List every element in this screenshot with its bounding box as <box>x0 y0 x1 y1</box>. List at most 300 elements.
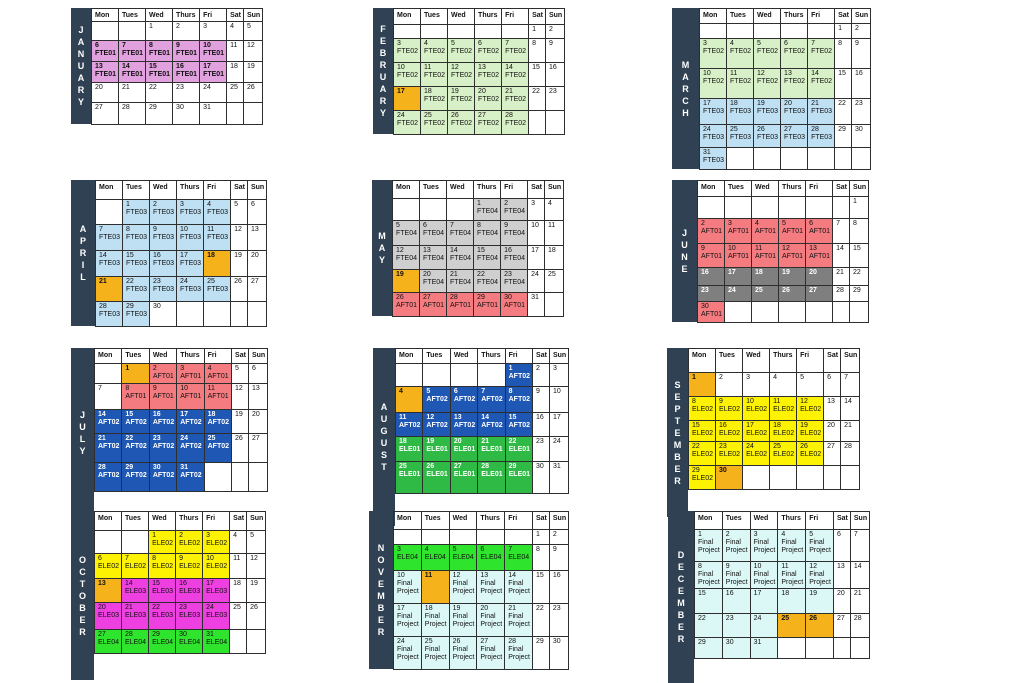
day-cell: 27 <box>824 442 841 466</box>
month-label-letter: U <box>380 414 388 424</box>
day-cell: 16 ELE02 <box>716 421 743 442</box>
month-label-letter: M <box>378 231 386 241</box>
day-cell: 27 <box>806 286 833 302</box>
day-cell: 15 FTE01 <box>146 62 173 83</box>
week-row <box>700 99 871 125</box>
empty-day-cell <box>475 25 502 39</box>
day-cell: 11 Final Project <box>778 562 806 589</box>
day-cell: 31 <box>200 103 227 125</box>
day-cell: 14 AFT02 <box>95 410 122 434</box>
weekday-header: Sat <box>833 512 850 530</box>
empty-day-cell <box>449 530 477 545</box>
day-cell: 24 ELE02 <box>743 442 770 466</box>
day-cell: 30 <box>549 637 568 670</box>
empty-day-cell <box>396 364 423 387</box>
day-cell: 5 Final Project <box>806 530 834 562</box>
day-cell: 24 ELE03 <box>203 603 230 630</box>
week-row <box>394 530 569 545</box>
month-label-letter: T <box>381 462 387 472</box>
empty-day-cell <box>95 531 122 554</box>
day-cell: 7 FTE01 <box>119 41 146 62</box>
day-cell: 5 FTE02 <box>448 39 475 63</box>
week-row <box>394 87 565 111</box>
day-cell: 6 FTE04 <box>420 221 447 246</box>
day-cell: 21 FTE04 <box>447 270 474 293</box>
day-cell: 4 <box>396 387 423 413</box>
month-label-letter: J <box>681 228 687 238</box>
day-cell: 26 <box>243 83 262 103</box>
week-row <box>689 466 860 490</box>
weekday-header: Tues <box>423 349 450 364</box>
day-cell: 9 ELE02 <box>176 554 203 579</box>
month-grid <box>94 348 268 492</box>
day-cell: 9 AFT01 <box>698 244 725 268</box>
week-row <box>95 434 268 463</box>
day-cell: 1 <box>689 373 716 397</box>
weekday-header: Tues <box>727 9 754 24</box>
weekday-header: Tues <box>716 349 743 373</box>
day-cell: 16 ELE03 <box>176 579 203 603</box>
day-cell: 19 ELE01 <box>423 437 450 462</box>
weekday-header: Thurs <box>176 512 203 531</box>
weekday-header: Sun <box>544 181 563 199</box>
day-cell: 17 <box>528 246 545 270</box>
day-cell: 8 <box>529 39 546 63</box>
weekday-header: Tues <box>122 349 149 364</box>
week-row <box>95 463 268 492</box>
week-row <box>92 22 263 41</box>
empty-day-cell <box>248 463 267 492</box>
day-cell: 11 AFT01 <box>204 384 231 410</box>
month-label-letter: P <box>79 236 86 246</box>
weekday-header: Wed <box>448 9 475 25</box>
empty-day-cell <box>806 302 833 323</box>
day-cell: 19 FTE02 <box>448 87 475 111</box>
empty-day-cell <box>727 24 754 39</box>
month-label-letter: B <box>379 48 387 58</box>
day-cell: 30 AFT02 <box>149 463 176 492</box>
weekday-header: Fri <box>797 349 824 373</box>
day-cell: 13 AFT02 <box>450 413 477 437</box>
day-cell: 26 <box>247 603 266 630</box>
day-cell: 2 <box>851 24 870 39</box>
day-cell: 27 <box>833 614 850 638</box>
day-cell: 27 FTE02 <box>475 111 502 135</box>
month-label-letter: U <box>681 240 688 250</box>
month-label-letter: O <box>78 554 86 565</box>
month-label-letter: U <box>380 438 388 448</box>
month-grid <box>694 511 870 659</box>
empty-day-cell <box>243 103 262 125</box>
month-label-letter: B <box>677 610 685 620</box>
week-row <box>698 219 869 244</box>
day-cell: 28 FTE03 <box>808 125 835 148</box>
day-cell: 23 ELE03 <box>176 603 203 630</box>
week-row <box>96 302 267 327</box>
empty-day-cell <box>808 24 835 39</box>
month-label-letter: V <box>377 567 384 577</box>
day-cell: 30 ELE04 <box>176 630 203 654</box>
day-cell: 23 FTE03 <box>150 277 177 302</box>
empty-day-cell <box>833 197 850 219</box>
day-cell: 20 FTE04 <box>420 270 447 293</box>
month-label-letter: U <box>379 72 387 82</box>
day-cell: 29 <box>835 125 852 148</box>
day-cell: 9 ELE02 <box>716 397 743 421</box>
day-cell: 7 <box>850 530 869 562</box>
day-cell: 12 FTE02 <box>754 69 781 99</box>
day-cell: 29 AFT01 <box>474 293 501 317</box>
empty-day-cell <box>227 103 244 125</box>
weekday-header: Fri <box>502 9 529 25</box>
day-cell: 21 Final Project <box>505 604 533 637</box>
week-row <box>95 364 268 384</box>
week-row <box>396 437 569 462</box>
weekday-header: Mon <box>96 181 123 200</box>
day-cell: 23 ELE02 <box>716 442 743 466</box>
week-row <box>394 571 569 604</box>
day-cell: 26 ELE01 <box>423 462 450 494</box>
day-cell: 11 <box>227 41 244 62</box>
day-cell: 7 FTE04 <box>447 221 474 246</box>
day-cell: 11 <box>421 571 449 604</box>
weekday-header: Thurs <box>177 349 204 364</box>
week-row <box>698 286 869 302</box>
month-grid <box>91 8 263 125</box>
day-cell: 25 FTE02 <box>421 111 448 135</box>
day-cell: 8 FTE01 <box>146 41 173 62</box>
day-cell: 21 <box>841 421 860 442</box>
month-label-letter: Y <box>379 108 386 118</box>
weekday-header: Sun <box>851 9 870 24</box>
month-label-letter: A <box>77 37 85 47</box>
weekday-header: Fri <box>808 9 835 24</box>
empty-day-cell <box>752 197 779 219</box>
day-cell: 10 Final Project <box>750 562 778 589</box>
week-row <box>394 111 565 135</box>
weekday-header: Tues <box>421 9 448 25</box>
empty-day-cell <box>835 148 852 170</box>
day-cell: 1 <box>835 24 852 39</box>
week-row <box>396 364 569 387</box>
weekday-header: Sat <box>528 181 545 199</box>
month-label-letter: E <box>681 264 688 274</box>
day-cell: 3 <box>743 373 770 397</box>
week-row <box>396 462 569 494</box>
day-cell: 4 <box>544 199 563 221</box>
empty-day-cell <box>447 199 474 221</box>
empty-day-cell <box>95 364 122 384</box>
day-cell: 10 FTE02 <box>394 63 421 87</box>
day-cell: 24 AFT02 <box>177 434 204 463</box>
week-row <box>396 387 569 413</box>
day-cell: 3 FTE03 <box>177 200 204 225</box>
month-label-letter: U <box>79 421 86 432</box>
weekday-header: Sat <box>529 9 546 25</box>
month-label <box>369 511 393 669</box>
day-cell: 18 <box>204 251 231 277</box>
day-cell: 8 AFT01 <box>122 384 149 410</box>
empty-day-cell <box>700 24 727 39</box>
day-cell: 28 ELE01 <box>478 462 505 494</box>
day-cell: 11 AFT01 <box>752 244 779 268</box>
day-cell: 20 ELE03 <box>95 603 122 630</box>
month-grid <box>393 511 569 670</box>
month-label-letter: A <box>379 84 387 94</box>
day-cell: 23 <box>545 87 564 111</box>
day-cell: 8 ELE02 <box>149 554 176 579</box>
day-cell: 24 <box>750 614 778 638</box>
day-cell: 25 FTE03 <box>204 277 231 302</box>
day-cell: 1 <box>122 364 149 384</box>
month-label-letter: Y <box>79 445 86 456</box>
day-cell: 5 <box>231 200 248 225</box>
month-label-letter: T <box>79 578 86 589</box>
day-cell: 28 <box>841 442 860 466</box>
day-cell: 29 <box>849 286 868 302</box>
day-cell: 1 Final Project <box>695 530 723 562</box>
week-row <box>689 421 860 442</box>
weekday-header: Sat <box>533 349 550 364</box>
day-cell: 17 ELE02 <box>743 421 770 442</box>
day-cell: 2 <box>549 530 568 545</box>
week-row <box>698 197 869 219</box>
week-row <box>95 410 268 434</box>
day-cell: 17 Final Project <box>394 604 422 637</box>
empty-day-cell <box>247 302 266 327</box>
week-row <box>394 25 565 39</box>
weekday-header: Sun <box>247 181 266 200</box>
day-cell: 22 <box>146 83 173 103</box>
day-cell: 10 <box>549 387 568 413</box>
day-cell: 20 Final Project <box>477 604 505 637</box>
month-label-letter: R <box>77 85 85 95</box>
month-label-letter: O <box>377 555 385 565</box>
weekday-header: Thurs <box>474 181 501 199</box>
day-cell: 23 <box>549 604 568 637</box>
day-cell: 19 <box>243 62 262 83</box>
day-cell: 9 <box>533 387 550 413</box>
day-cell: 18 FTE03 <box>727 99 754 125</box>
day-cell: 22 ELE02 <box>689 442 716 466</box>
day-cell: 26 AFT01 <box>393 293 420 317</box>
day-cell: 9 AFT01 <box>149 384 176 410</box>
weekday-header: Wed <box>450 349 477 364</box>
day-cell: 8 AFT02 <box>505 387 532 413</box>
month-label <box>672 180 697 322</box>
day-cell: 27 Final Project <box>477 637 505 670</box>
day-cell: 17 <box>750 589 778 614</box>
weekday-header: Thurs <box>778 512 806 530</box>
weekday-header: Wed <box>150 181 177 200</box>
day-cell: 13 <box>248 384 267 410</box>
week-row <box>393 270 564 293</box>
day-cell: 4 FTE02 <box>421 39 448 63</box>
month-label <box>668 511 694 683</box>
day-cell: 15 <box>695 589 723 614</box>
weekday-header: Mon <box>95 349 122 364</box>
day-cell: 13 <box>824 397 841 421</box>
day-cell: 12 <box>231 225 248 251</box>
weekday-header: Tues <box>421 512 449 530</box>
day-cell: 11 <box>544 221 563 246</box>
day-cell: 11 ELE02 <box>770 397 797 421</box>
day-cell: 31 ELE04 <box>203 630 230 654</box>
week-row <box>700 39 871 69</box>
week-row <box>394 637 569 670</box>
week-row <box>698 302 869 323</box>
day-cell: 20 <box>248 410 267 434</box>
day-cell: 23 <box>851 99 870 125</box>
weekday-header: Fri <box>200 9 227 22</box>
week-row <box>394 39 565 63</box>
day-cell: 2 FTE04 <box>501 199 528 221</box>
month-label <box>71 511 94 680</box>
day-cell: 24 <box>725 286 752 302</box>
day-cell: 20 ELE01 <box>450 437 477 462</box>
day-cell: 2 ELE02 <box>176 531 203 554</box>
week-row <box>92 62 263 83</box>
day-cell: 24 FTE02 <box>394 111 421 135</box>
month-label-letter: M <box>677 598 685 608</box>
month-label-letter: R <box>677 634 685 644</box>
weekday-header: Fri <box>501 181 528 199</box>
day-cell: 11 FTE02 <box>421 63 448 87</box>
month-label-letter: Y <box>77 97 84 107</box>
day-cell: 19 <box>231 251 248 277</box>
day-cell: 27 ELE04 <box>95 630 122 654</box>
day-cell: 13 FTE02 <box>781 69 808 99</box>
day-cell: 15 FTE03 <box>123 251 150 277</box>
day-cell: 5 FTE02 <box>754 39 781 69</box>
weekday-header: Sun <box>545 9 564 25</box>
day-cell: 30 <box>716 466 743 490</box>
month-label <box>667 348 688 517</box>
empty-day-cell <box>421 530 449 545</box>
weekday-header: Tues <box>123 181 150 200</box>
day-cell: 15 <box>529 63 546 87</box>
day-cell: 13 <box>95 579 122 603</box>
week-row <box>96 225 267 251</box>
day-cell: 1 AFT02 <box>505 364 532 387</box>
empty-day-cell <box>247 630 266 654</box>
day-cell: 7 FTE02 <box>808 39 835 69</box>
week-row <box>393 199 564 221</box>
day-cell: 30 AFT01 <box>698 302 725 323</box>
day-cell: 5 <box>247 531 266 554</box>
week-row <box>393 246 564 270</box>
empty-day-cell <box>806 638 834 659</box>
day-cell: 3 <box>200 22 227 41</box>
month-label-letter: J <box>79 409 85 420</box>
month-label-letter: B <box>79 602 86 613</box>
weekday-header: Mon <box>393 181 420 199</box>
day-cell: 30 <box>722 638 750 659</box>
day-cell: 12 FTE04 <box>393 246 420 270</box>
empty-day-cell <box>797 466 824 490</box>
day-cell: 15 ELE02 <box>689 421 716 442</box>
month-label-letter: C <box>677 574 685 584</box>
day-cell: 22 <box>695 614 723 638</box>
day-cell: 23 <box>698 286 725 302</box>
month-grid <box>94 511 266 654</box>
month-grid <box>688 348 860 490</box>
day-cell: 31 <box>750 638 778 659</box>
empty-day-cell <box>529 111 546 135</box>
month-label-letter: R <box>682 83 689 94</box>
day-cell: 9 <box>545 39 564 63</box>
weekday-header: Mon <box>394 512 422 530</box>
day-cell: 28 ELE04 <box>122 630 149 654</box>
day-cell: 4 <box>230 531 247 554</box>
day-cell: 14 FTE03 <box>96 251 123 277</box>
day-cell: 28 <box>850 614 869 638</box>
month-label-letter: G <box>380 426 388 436</box>
month-label-letter: E <box>379 36 386 46</box>
day-cell: 16 AFT02 <box>149 410 176 434</box>
day-cell: 17 FTE01 <box>200 62 227 83</box>
month-label-letter: T <box>674 415 681 426</box>
empty-day-cell <box>850 638 869 659</box>
day-cell: 28 <box>119 103 146 125</box>
day-cell: 18 <box>778 589 806 614</box>
day-cell: 2 FTE03 <box>150 200 177 225</box>
empty-day-cell <box>204 302 231 327</box>
day-cell: 26 <box>779 286 806 302</box>
empty-day-cell <box>505 530 533 545</box>
weekday-header: Mon <box>394 9 421 25</box>
day-cell: 18 Final Project <box>421 604 449 637</box>
month-label-letter: R <box>377 627 385 637</box>
day-cell: 28 Final Project <box>505 637 533 670</box>
day-cell: 8 FTE04 <box>474 221 501 246</box>
week-row <box>695 530 870 562</box>
day-cell: 19 <box>232 410 249 434</box>
day-cell: 29 ELE04 <box>149 630 176 654</box>
day-cell: 2 <box>173 22 200 41</box>
day-cell: 12 Final Project <box>449 571 477 604</box>
day-cell: 14 FTE04 <box>447 246 474 270</box>
empty-day-cell <box>502 25 529 39</box>
weekday-header-row <box>92 9 263 22</box>
day-cell: 17 FTE03 <box>177 251 204 277</box>
weekday-header: Thurs <box>177 181 204 200</box>
day-cell: 21 AFT02 <box>95 434 122 463</box>
day-cell: 28 AFT01 <box>447 293 474 317</box>
weekday-header: Thurs <box>770 349 797 373</box>
day-cell: 15 <box>849 244 868 268</box>
month-label-letter: R <box>79 248 87 258</box>
day-cell: 18 <box>544 246 563 270</box>
weekday-header: Mon <box>695 512 723 530</box>
day-cell: 11 AFT02 <box>396 413 423 437</box>
day-cell: 12 Final Project <box>806 562 834 589</box>
day-cell: 13 FTE02 <box>475 63 502 87</box>
day-cell: 7 ELE04 <box>505 545 533 571</box>
day-cell: 14 ELE03 <box>122 579 149 603</box>
month-label-letter: I <box>81 260 85 270</box>
day-cell: 1 FTE03 <box>123 200 150 225</box>
day-cell: 1 FTE04 <box>474 199 501 221</box>
empty-day-cell <box>727 148 754 170</box>
day-cell: 28 FTE03 <box>96 302 123 327</box>
empty-day-cell <box>423 364 450 387</box>
week-row <box>95 554 266 579</box>
day-cell: 8 <box>532 545 549 571</box>
week-row <box>92 103 263 125</box>
weekday-header: Wed <box>149 349 176 364</box>
weekday-header: Sat <box>227 9 244 22</box>
